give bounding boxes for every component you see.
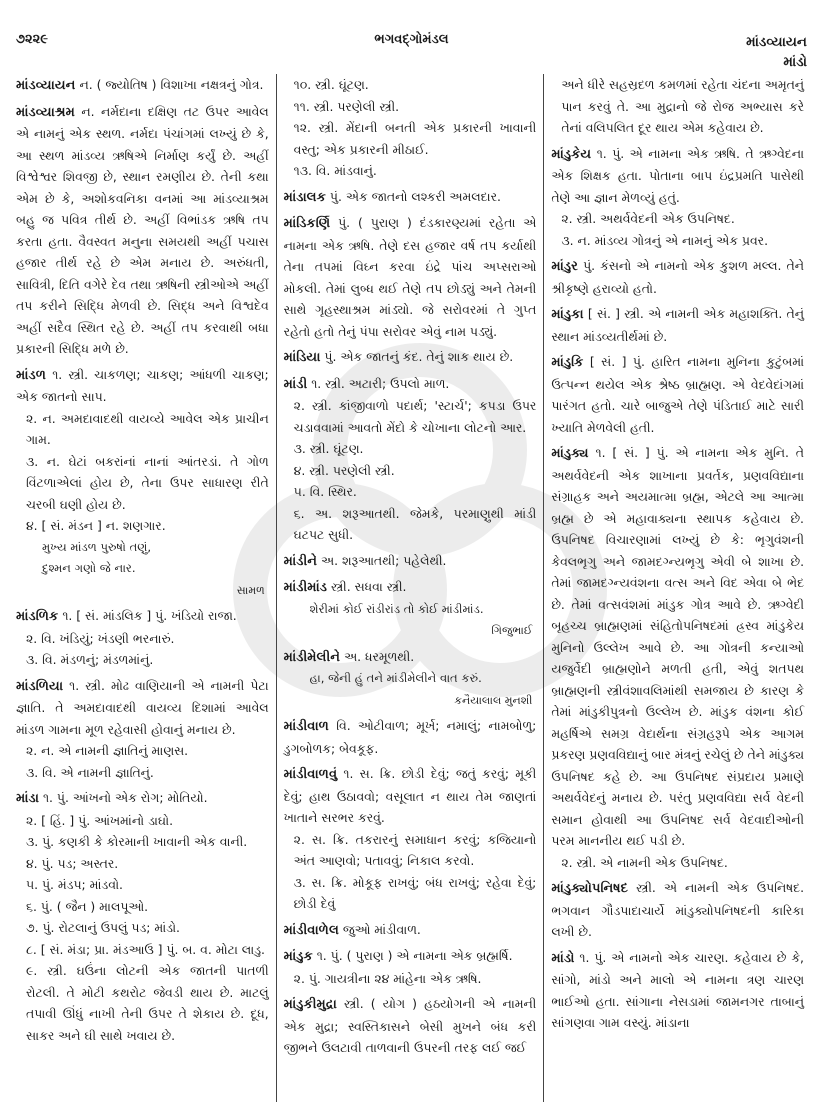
sense: ૭. પું. રોટલાનું ઉપલું પડ; માંડો.: [26, 920, 180, 935]
dictionary-entry: [284, 945, 537, 989]
sense: ૩. વિ. મંડળનું; મંડળમાંનું.: [26, 652, 154, 667]
dictionary-entry: [284, 74, 537, 182]
definition-text: પું. એક જાતનો લશ્કરી અમલદાર.: [329, 188, 501, 204]
headword: માંડીવાળ: [283, 719, 329, 734]
definition-text: ૧. પું. ( પુરાણ ) એ નામના એક બ્રહ્મર્ષિ.: [316, 948, 513, 963]
headword: માંડા: [16, 791, 40, 806]
guide-words: [746, 32, 807, 72]
sense: ૪. [ સં. મંડન ] ન. શણગાર.: [26, 518, 166, 533]
sense: ૪. પું. પડ; અસ્તર.: [26, 855, 119, 871]
dictionary-entry: [16, 675, 269, 784]
definition-text: સ્ત્રી. ( યોગ ) હઠયોગની એ નામની એક મુદ્રા; સ્વસ્તિકાસને બેસી મુખને બંધ કરી જીભને ઉલટાવી તાળવાની ઉપરની તરફ લઈ જઈ: [283, 996, 537, 1055]
definition-text: જુઓ માંડીવાળ.: [342, 921, 421, 937]
definition-text: ૧. સ્ત્રી. ચાકળણ; ચાકણ; આંધળી ચાકણ; એક જાતનો સાપ.: [16, 366, 269, 404]
sense: ૮. [ સં. મંડા; પ્રા. મંડઆઉ ] પું. બ. વ. મોટા લાડુ.: [26, 941, 265, 957]
page-header: [16, 24, 807, 74]
definition-text: પું. કંસનો એ નામનો એક કુશળ મલ્લ. તેને શ્રીકૃષ્ણે હરાવ્યો હતો.: [551, 258, 805, 296]
sense: ૩. સ્ત્રી. ઘૂંટણ.: [293, 441, 364, 456]
entry-definition: [551, 351, 804, 438]
sense: ૯. સ્ત્રી. ઘઉંના લોટની એક જાતની પાતળી રોટલી. તે મોટી કથરોટ જેવડી થાય છે. માટલું તપાવી ઊંધું નાખી તેની ઉપર તે શેકાય છે. દૂધ, સાકર અને ઘી સાથે ખવાય છે.: [26, 963, 269, 1043]
dictionary-entry: [284, 715, 537, 759]
dictionary-entry: [284, 346, 537, 369]
entry-definition: [284, 993, 537, 1059]
page-number: ૭૨૨૯: [16, 32, 48, 47]
sense: ૩. વિ. એ નામની જ્ઞાતિનું.: [26, 764, 154, 780]
entry-definition: [284, 212, 537, 342]
dictionary-entry: [551, 303, 804, 347]
headword: માંડળિક: [16, 609, 59, 624]
sense: ૩. પું. કણકી કે કોરમાની ખાવાની એક વાની.: [26, 834, 248, 849]
entry-definition: [284, 576, 537, 599]
headword: માંડળ: [16, 367, 47, 383]
entry-definition: [284, 919, 537, 942]
sense: ૩. સ. ક્રિ. મોકૂફ રાખવું; બંધ રાખવું; રહેવા દેવું; છોડી દેવું: [293, 874, 537, 911]
headword: માંડુકા: [551, 307, 584, 322]
headword: માંડુક્યોપનિષદ: [551, 881, 629, 896]
entry-definition: [284, 346, 537, 369]
sense: ૬. પું. ( જૈન ) માલપૂઓ.: [26, 898, 149, 914]
sense: ૨. પું. ગાયત્રીના ૨૪ માંહેના એક ઋષિ.: [293, 970, 482, 986]
headword: માંડીમાંડ: [283, 580, 328, 595]
sense: ૩. ન. માંડવ્ય ગોત્રનું એ નામનું એક પ્રવર.: [561, 232, 769, 248]
dictionary-entry: [16, 787, 269, 1046]
definition-text: ૧. સ્ત્રી. અટારી; ઉપલો માળ.: [311, 375, 450, 391]
dictionary-entry: [551, 877, 804, 943]
entry-definition: [551, 255, 804, 299]
sense: ૧૧. સ્ત્રી. પરણેલી સ્ત્રી.: [293, 98, 400, 114]
definition-text: ૧. પું. એ નામના એક ઋષિ. તે ઋગ્વેદના એક શિક્ષક હતા. પોતાના બાપ ઇંદ્રપ્રમતિ પાસેથી તેણે આ જ્ઞાન મેળવ્યું હતું.: [551, 145, 805, 205]
entry-definition: [551, 877, 804, 943]
sense: ૫. વિ. સ્થિર.: [293, 484, 357, 499]
entry-definition: [551, 143, 804, 209]
guide-word-first: માંડવ્યાયન: [746, 34, 807, 50]
entry-definition: [16, 605, 269, 628]
column-1: [16, 74, 276, 1102]
dictionary-entry: [551, 74, 804, 139]
definition-text: [ સં. ] સ્ત્રી. એ નામની એક મહાશક્તિ. તેનું સ્થાન માંડવ્યતીર્થમાં છે.: [551, 306, 804, 344]
sense: ૨. સ્ત્રી. અથર્વવેદની એક ઉપનિષદ.: [561, 211, 735, 226]
headword: માંડુકિ: [551, 355, 584, 370]
quotation-line: હા, જેની હું તને માંડીમેલીને વાત કરું.: [309, 671, 482, 685]
dictionary-entry: [551, 442, 804, 873]
sense: ૨. [ હિં. ] પું. આંખમાંનો ડાઘો.: [26, 812, 174, 828]
quotation-line: દુશ્મન ગણો જે નાર.: [42, 561, 136, 575]
dictionary-entry: [16, 364, 269, 602]
definition-text: પું. ( પુરાણ ) દંડકારણ્યમાં રહેતા એ નામના એક ઋષિ. તેણે દસ હજાર વર્ષ તપ કર્યાથી તેના તપમાં વિઘ્ન કરવા ઇંદ્રે પાંચ અપ્સરાઓ મોકલી. તેમાં લુબ્ધ થઈ તેણે તપ છોડ્યું અને તેમની સાથે ગૃહસ્થાશ્રમ માંડ્યો. જે સરોવરમાં તે ગુપ્ત રહેતો હતો તેનું પંપા સરોવર એવું નામ પડ્યું.: [283, 215, 537, 339]
sense: ૩. ન. ઘેટાં બકરાંનાં નાનાં આંતરડાં. તે ગોળ વિંટળાએલાં હોય છે, તેના ઉપર સાધારણ રીતે ચરબી ઘણી હોય છે.: [26, 453, 269, 512]
definition-text: ૧. સ. ક્રિ. છોડી દેવું; જતું કરવું; મૂકી દેવું; હાથ ઉઠાવવો; વસૂલાત ન થાય તેમ જાણતાં ખાતાને સરભર કરવું.: [283, 766, 537, 825]
dictionary-entry: [284, 186, 537, 209]
headword: માંડિકર્ણિ: [283, 216, 331, 231]
dictionary-entry: [16, 605, 269, 671]
sense: ૬. અ. શરૂઆતથી. જેમકે, પરમાણુથી માંડી ઘટપટ સુધી.: [293, 505, 537, 542]
book-title: ભગવદ્ગોમંડલ: [374, 32, 449, 47]
entry-definition: [551, 74, 804, 139]
quotation-author: સામળ: [236, 583, 265, 597]
definition-text: અ. ધરમૂળથી.: [344, 648, 415, 664]
definition-text: ૧. પું. આંખનો એક રોગ; મોતિયો.: [42, 790, 208, 805]
headword: માંડળિયા: [16, 678, 64, 694]
headword: માંડવ્યાશ્રમ: [16, 104, 75, 120]
headword: માંડુર: [551, 259, 578, 274]
entry-definition: [16, 787, 269, 810]
dictionary-entry: [284, 373, 537, 546]
guide-word-last: માંડો: [783, 54, 807, 70]
column-2: [276, 74, 544, 1102]
definition-text: ૧. સ્ત્રી. મોઢ વાણિયાની એ નામની પેટા જ્ઞાતિ. તે અમદાવાદથી વાયવ્ય દિશામાં આવેલ માંડળ ગામના મૂળ રહેવાસી હોવાનું મનાય છે.: [16, 677, 269, 737]
entry-definition: [551, 442, 804, 852]
definition-text: ન. નર્મદાના દક્ષિણ તટ ઉપર આવેલ એ નામનું એક સ્થળ. નર્મદા પંચાંગમાં લખ્યું છે કે, આ સ્થળ માંડવ્ય ઋષિએ નિર્માણ કર્યું છે. અહીં વિશ્વેશ્વર શિવજી છે, સ્થાન રમણીય છે. તેની કથા એમ છે કે, અશોકવનિકા વનમાં આ માંડવ્યાશ્રમ બહુ જ પવિત્ર તીર્થ છે. અહીં વિભાંડક ઋષિ તપ કરતા હતા. વૈવસ્વત મનુના સમયથી અહીં પચાસ હજાર તીર્થ રહે છે એમ મનાય છે. અરુંધતી, સાવિત્રી, દિતિ વગેરે દેવ તથા ઋષિની સ્ત્રીઓએ અહીં તપ કરીને સિદ્ધિ મેળવી છે. સિદ્ધ અને વિશ્વદેવ અહીં સદૈવ સ્થિત રહે છે. અહીં તપ કરવાથી બધા પ્રકારની સિદ્ધિ મળે છે.: [16, 103, 269, 356]
entry-definition: [16, 74, 269, 97]
headword: માંડુક્ય: [551, 446, 589, 461]
dictionary-entry: [284, 550, 537, 573]
definition-text: સ્ત્રી. સધવા સ્ત્રી.: [330, 579, 407, 594]
dictionary-entry: [16, 101, 269, 360]
dictionary-entry: [551, 947, 804, 1034]
sense: ૨. સ્ત્રી. એ નામની એક ઉપનિષદ.: [561, 854, 728, 870]
definition-text: [ સં. ] પું. હારિત નામના મુનિના કુટુંબમાં ઉત્પન્ન થયેલ એક શ્રેષ્ઠ બ્રાહ્મણ. એ વેદવેદાંગમાં પારંગત હતો. ચારે બાજુએ તેણે પંડિતાઈ માટે સારી ખ્યાતિ મેળવેલી હતી.: [551, 354, 805, 435]
dictionary-entry: [284, 763, 537, 915]
headword: માંડુકેય: [551, 146, 592, 162]
entry-definition: [284, 186, 537, 209]
headword: માંડીવાળેલ: [283, 922, 339, 938]
dictionary-entry: [284, 646, 537, 712]
entry-definition: [284, 550, 537, 573]
sense: ૪. સ્ત્રી. પરણેલી સ્ત્રી.: [293, 462, 395, 478]
dictionary-entry: [284, 212, 537, 342]
headword: માંડાલક: [283, 189, 326, 205]
headword: માંડીને: [283, 553, 318, 569]
sense: ૨. ન. એ નામની જ્ઞાતિનું માણસ.: [26, 743, 189, 758]
headword: માંડી: [283, 376, 308, 392]
definition-text: પું. એક જાતનું કંદ. તેનું શાક થાય છે.: [324, 349, 514, 364]
entry-definition: [284, 715, 537, 759]
entry-definition: [16, 675, 269, 741]
definition-text: ન. ( જ્યોતિષ ) વિશાખા નક્ષત્રનું ગોત્ર.: [79, 77, 264, 92]
definition-text: સ્ત્રી. એ નામની એક ઉપનિષદ. ભગવાન ગૌડપાદાચાર્યે માંડુક્યોપનિષદની કારિકા લખી છે.: [551, 880, 805, 939]
dictionary-columns: [16, 74, 811, 1102]
dictionary-entry: [284, 919, 537, 942]
dictionary-entry: [551, 351, 804, 438]
entry-definition: [284, 763, 537, 829]
quotation-line: શેરીમાં કોઈ રાંડીરાંડ તો કોઈ માંડીમાંડ.: [309, 601, 484, 616]
headword: માંડુકીમુદ્રા: [283, 997, 337, 1012]
dictionary-entry: [16, 74, 269, 97]
sense: ૫. પું. મંડપ; માંડવો.: [26, 877, 123, 892]
sense: ૧૨. સ્ત્રી. મેંદાની બનતી એક પ્રકારની ખાવાની વસ્તુ; એક પ્રકારની મીઠાઈ.: [293, 120, 537, 157]
column-3: [543, 74, 811, 1102]
entry-definition: [284, 646, 537, 669]
entry-definition: [16, 101, 269, 360]
dictionary-entry: [284, 576, 537, 642]
sense: ૨. સ્ત્રી. કાંજીવાળો પદાર્થ; 'સ્ટાર્ચ'; કપડા ઉપર ચડાવવામાં આવતો મેંદો કે ચોખાના લોટનો આર.: [293, 398, 537, 435]
entry-definition: [16, 364, 269, 408]
headword: માંડવ્યાયન: [16, 78, 76, 93]
definition-text: ૧. [ સં. માંડલિક ] પું. ખંડિયો રાજા.: [62, 608, 237, 623]
dictionary-entry: [551, 143, 804, 252]
definition-text: અ. શરૂઆતથી; પહેલેથી.: [321, 552, 447, 568]
entry-definition: [551, 303, 804, 347]
sense: ૧૩. વિ. માંડવાનું.: [293, 163, 377, 178]
definition-text: ૧. પું. એ નામનો એક ચારણ. કહેવાય છે કે, સાંગો, માંડો અને માલો એ નામના ત્રણ ચારણ ભાઈઓ હતા. સાંગાના નેસડામાં જામનગર તાબાનું સાંગણવા ગામ વસ્યું. માંડાના: [551, 949, 805, 1030]
sense: ૨. ન. અમદાવાદથી વાયવ્યે આવેલ એક પ્રાચીન ગામ.: [26, 410, 269, 447]
definition-text: ૧. [ સં. ] પું. એ નામના એક મુનિ. તે અથર્વવેદની એક શાખાના પ્રવર્તક, પ્રણવવિદ્યાના સંગ્રાહક અને અયમાત્મા બ્રહ્મ, એટલે આ આત્મા બ્રહ્મ છે એ મહાવાક્યના સ્થાપક કહેવાય છે. ઉપનિષદ વિચારણામાં લખ્યું છે કે: ભૃગુવંશની કેવલભૃગુ અને જામદગ્ન્યભૃગુ એવી બે શાખા છે. તેમાં જામદગ્ન્યવંશના વત્સ અને વિદ એવા બે ભેદ છે. તેમાં વત્સવંશમાં માંડુક ગોત્ર આવે છે. ઋગ્વેદી બૃહચ્ચ બ્રાહ્મણમાં સંહિતોપનિષદમાં હ્રસ્વ માંડુકેય મુનિનો ઉલ્લેખ આવે છે. આ ગોત્રની કન્યાઓ યજુર્વેદી બ્રાહ્મણોને મળતી હતી, એવું શતપથ બ્રાહ્મણની સ્ત્રીવંશાવલિમાંથી સમજાય છે કારણ કે તેમાં માંડુકીપુત્રનો ઉલ્લેખ છે. માંડુક વંશના કોઈ મહર્ષિએ સમગ્ર વેદાર્થના સંગ્રહરૂપે એક આગમ પ્રકરણ પ્રણવવિદ્યાનું બાર મંત્રનું રચેલું છે તેને માંડુક્ય ઉપનિષદ કહે છે. આ ઉપનિષદ સંપ્રદાય પ્રમાણે અથર્વવેદનું મનાય છે. પરંતુ પ્રણવવિદ્યા સર્વ વેદની સમાન હોવાથી આ ઉપનિષદ સર્વ વેદવાદીઓની પરમ માનનીય થઈ પડી છે.: [551, 445, 805, 848]
dictionary-entry: [284, 993, 537, 1059]
headword: માંડો: [551, 950, 575, 966]
sense: ૨. વિ. ખંડિયું; ખંડણી ભરનારું.: [26, 630, 175, 646]
entry-definition: [284, 945, 537, 968]
sense: ૧૦. સ્ત્રી. ઘૂંટણ.: [293, 77, 369, 92]
headword: માંડિયા: [283, 350, 321, 365]
quotation-line: મુખ્ય માંડળ પુરુષો તણું,: [42, 539, 152, 554]
dictionary-entry: [551, 255, 804, 299]
definition-text: અને ધીરે સહસ્રદળ કમળમાં રહેતા ચંદના અમૃતનું પાન કરવું તે. આ મુદ્રાનો જે રોજ અભ્યાસ કરે તેનાં વલિપલિત દૂર થાય એમ કહેવાય છે.: [561, 77, 805, 135]
quotation-author: કનૈયાલાલ મુનશી: [454, 693, 533, 707]
entry-definition: [551, 947, 804, 1034]
headword: માંડુક: [283, 949, 313, 964]
entry-definition: [284, 373, 537, 396]
headword: માંડીમેલીને: [283, 649, 341, 665]
quotation-author: ગિજુભાઈ: [491, 624, 533, 637]
definition-text: વિ. ઓટીવાળ; મૂર્ખ; નમાલું; નામબોળુ; ડુગબોળક; બેવકૂફ.: [283, 718, 537, 756]
sense: ૨. સ. ક્રિ. તકરારનું સમાધાન કરવું; કજિયાનો અંત આણવો; પતાવવું; નિકાલ કરવો.: [293, 831, 537, 868]
headword: માંડીવાળવું: [283, 767, 338, 782]
